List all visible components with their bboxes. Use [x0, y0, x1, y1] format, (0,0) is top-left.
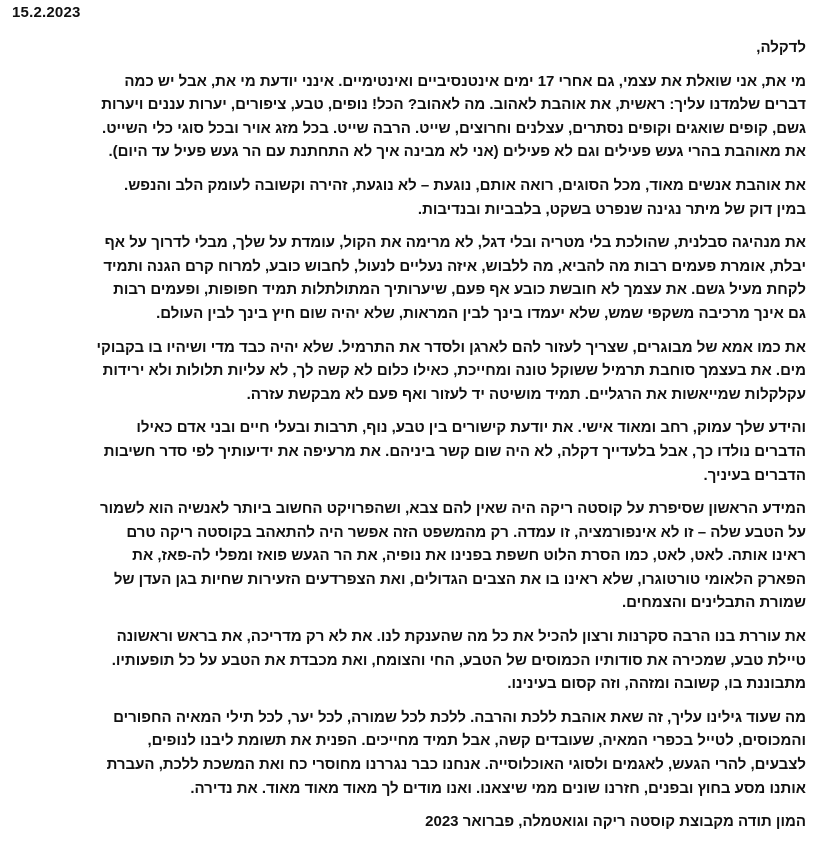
paragraph-line: מים. את בעצמך סוחבת תרמיל ששוקל טונה ומחייכת, כאילו כלום לא קשה לך, לא עליות תלולות ולא ירידות [102, 362, 806, 380]
paragraph-line: מה שעוד גילינו עליך, זה שאת אוהבת ללכת והרבה. ללכת לכל שמורה, לכל יער, לכל תילי המאיה החפורים [113, 708, 806, 726]
letter-paragraph [14, 497, 806, 615]
letter-paragraph [14, 231, 806, 325]
paragraph-line: גשם, קופים שואגים וקופים נסתרים, עצלנים וחרוצים, שייט. הרבה שייט. בכל מזג אויר ובכל סוגי כלי השייט. [102, 119, 806, 137]
paragraph-line: שמורת התבלינים והצמחים. [622, 594, 806, 612]
paragraph-line: והידע שלך עמוק, רחב ומאוד אישי. את יודעת קישורים בין טבע, נוף, תרבות ובעלי חיים ובני אדם כאילו [136, 419, 806, 437]
paragraph-line: את מאוהבת בהרי געש פעילים וגם לא פעילים (אני לא מבינה איך לא התחתנת עם הר געש פעיל עד היום). [108, 143, 806, 161]
letter-body [14, 36, 806, 834]
paragraph-line: לצבעים, להרי הגעש, לאגמים ולסוגי האוכלוסייה. אנחנו כבר נגררנו מחוסרי כח ואת המשכת ללכת, העברת [106, 756, 806, 774]
paragraph-line: מי את, אני שואלת את עצמי, גם אחרי 17 ימים אינטנסיביים ואינטימיים. אינני יודעת מי את, אבל יש כמה [124, 72, 806, 90]
paragraph-line: והמכוסים, לטייל בכפרי המאיה, שעובדים קשה, אבל תמיד מחייכים. הפנית את תשומת ליבנו לנופים, [147, 732, 806, 750]
letter-paragraph [14, 625, 806, 696]
paragraph-line: גם אינך מרכיבה משקפי שמש, שלא יעמדו בינך לבין המראות, שלא יהיה שום חיץ בינך לבין העולם. [156, 304, 806, 322]
paragraph-line: אותנו מסע בחוץ ובפנים, חזרנו שונים ממי שיצאנו. ואנו מודים לך מאוד מאוד מאוד. את נדירה. [190, 779, 806, 797]
paragraph-line: המידע הראשון שסיפרת על קוסטה ריקה היה שאין להם צבא, ושהפרויקט החשוב ביותר לאנשיה הוא לשמור [100, 500, 806, 518]
paragraph-line: על הטבע שלה – זו לא אינפורמציה, זו עמדה. רק מהמשפט הזה אפשר היה להתאהב בקוסטה ריקה טרם [126, 523, 806, 541]
paragraph-line: עקלקלות שמייאשות את הרגליים. תמיד מושיטה יד לעזור ואף פעם לא מבקשת עזרה. [246, 385, 806, 403]
letter-paragraphs [14, 70, 806, 801]
paragraph-line: יבלת, אומרת פעמים רבות מה להביא, מה ללבוש, איזה נעליים לנעול, לחבוש כובע, למרוח קרם הגנה ותמיד [103, 257, 806, 275]
paragraph-line: במין דוק של מיתר נגינה שנפרט בשקט, בלבביות ובנדיבות. [417, 200, 806, 218]
paragraph-line: טיילת טבע, שמכירה את סודותיו הכמוסים של הטבע, החי והצומח, ואת מכבדת את הטבע על כל תופעותיו. [111, 651, 806, 669]
paragraph-line: הדברים נולדו כך, אבל בלעדייך דקלה, לא היה שום קשר ביניהם. את מרעיפה את ידיעותיך לפי סדר חשיבות [103, 442, 806, 460]
paragraph-line: הפארק הלאומי טורטוגרו, שלא ראינו בו את הצבים הגדולים, ואת הצפרדעים הזעירות שחיות בגן העדן של [113, 570, 806, 588]
letter-paragraph [14, 336, 806, 407]
letter-paragraph [14, 706, 806, 800]
letter-date: 15.2.2023 [12, 4, 81, 21]
paragraph-line: דברים שלמדנו עליך: ראשית, את אוהבת לאהוב. מה לאהוב? הכל! נופים, טבע, ציפורים, יערות עננים ויערות [101, 96, 806, 114]
paragraph-line: מתבוננת בו, קשובה ומזהה, וזה קסום בעינינו. [507, 675, 806, 693]
paragraph-line: ראינו אותה. לאט, לאט, כמו הסרת הלוט חשפת בפנינו את נופיה, את הר הגעש פואז ומפלי לה-פאז, את [132, 547, 806, 565]
letter-closing: המון תודה מקבוצת קוסטה ריקה וגואטמלה, פברואר 2023 [425, 813, 806, 831]
paragraph-line: את כמו אמא של מבוגרים, שצריך לעזור להם לארגן ולסדר את התרמיל. שלא יהיה כבד מדי ושיהיו בו בקבוקי [96, 338, 806, 356]
letter-paragraph [14, 416, 806, 487]
letter-paragraph [14, 174, 806, 221]
paragraph-line: את מנהיגה סבלנית, שהולכת בלי מטריה ובלי דגל, לא מרימה את הקול, עומדת על שלך, מבלי לדרוך על אף [104, 234, 806, 252]
paragraph-line: את אוהבת אנשים מאוד, מכל הסוגים, רואה אותם, נוגעת – לא נוגעת, זהירה וקשובה לעומק הלב והנפש. [124, 176, 806, 194]
paragraph-line: הדברים בעיניך. [703, 466, 806, 484]
letter-paragraph [14, 70, 806, 164]
paragraph-line: לקחת מעיל גשם. את עצמך לא חובשת כובע אף פעם, שיערותיך המתולתלות תמיד חפופות, ופעמים רבות [113, 281, 806, 299]
paragraph-line: את עוררת בנו הרבה סקרנות ורצון להכיל את כל מה שהענקת לנו. את לא רק מדריכה, את בראש וראשונה [116, 628, 806, 646]
letter-greeting: לדקלה, [756, 39, 806, 56]
